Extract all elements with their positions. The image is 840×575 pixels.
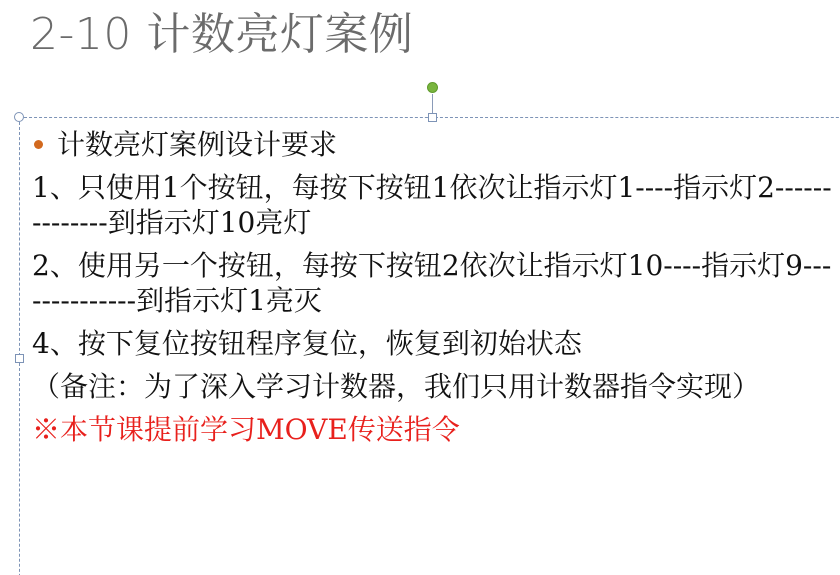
requirement-4: 4、按下复位按钮程序复位，恢复到初始状态 [32,327,582,360]
slide-title[interactable]: 2-10 计数亮灯案例 [30,9,414,60]
rotate-handle[interactable] [427,82,438,93]
text-placeholder-content[interactable] [32,124,832,455]
resize-handle-left[interactable] [15,354,24,363]
bullet-heading: 计数亮灯案例设计要求 [57,127,338,161]
requirement-1: 1、只使用1个按钮，每按下按钮1依次让指示灯1----指示灯2--------------到指示灯10亮灯 [32,171,832,239]
resize-handle-top-left[interactable] [14,112,24,122]
warning-paragraph: ※本节课提前学习MOVE传送指令 [32,413,460,446]
requirement-2: 2、使用另一个按钮，每按下按钮2依次让指示灯10----指示灯9--------------到指示灯1亮灭 [32,249,832,317]
resize-handle-top[interactable] [428,113,437,122]
bullet-item [32,124,832,164]
bullet-dot-icon [34,140,43,149]
note-paragraph: （备注：为了深入学习计数器，我们只用计数器指令实现） [32,370,761,403]
